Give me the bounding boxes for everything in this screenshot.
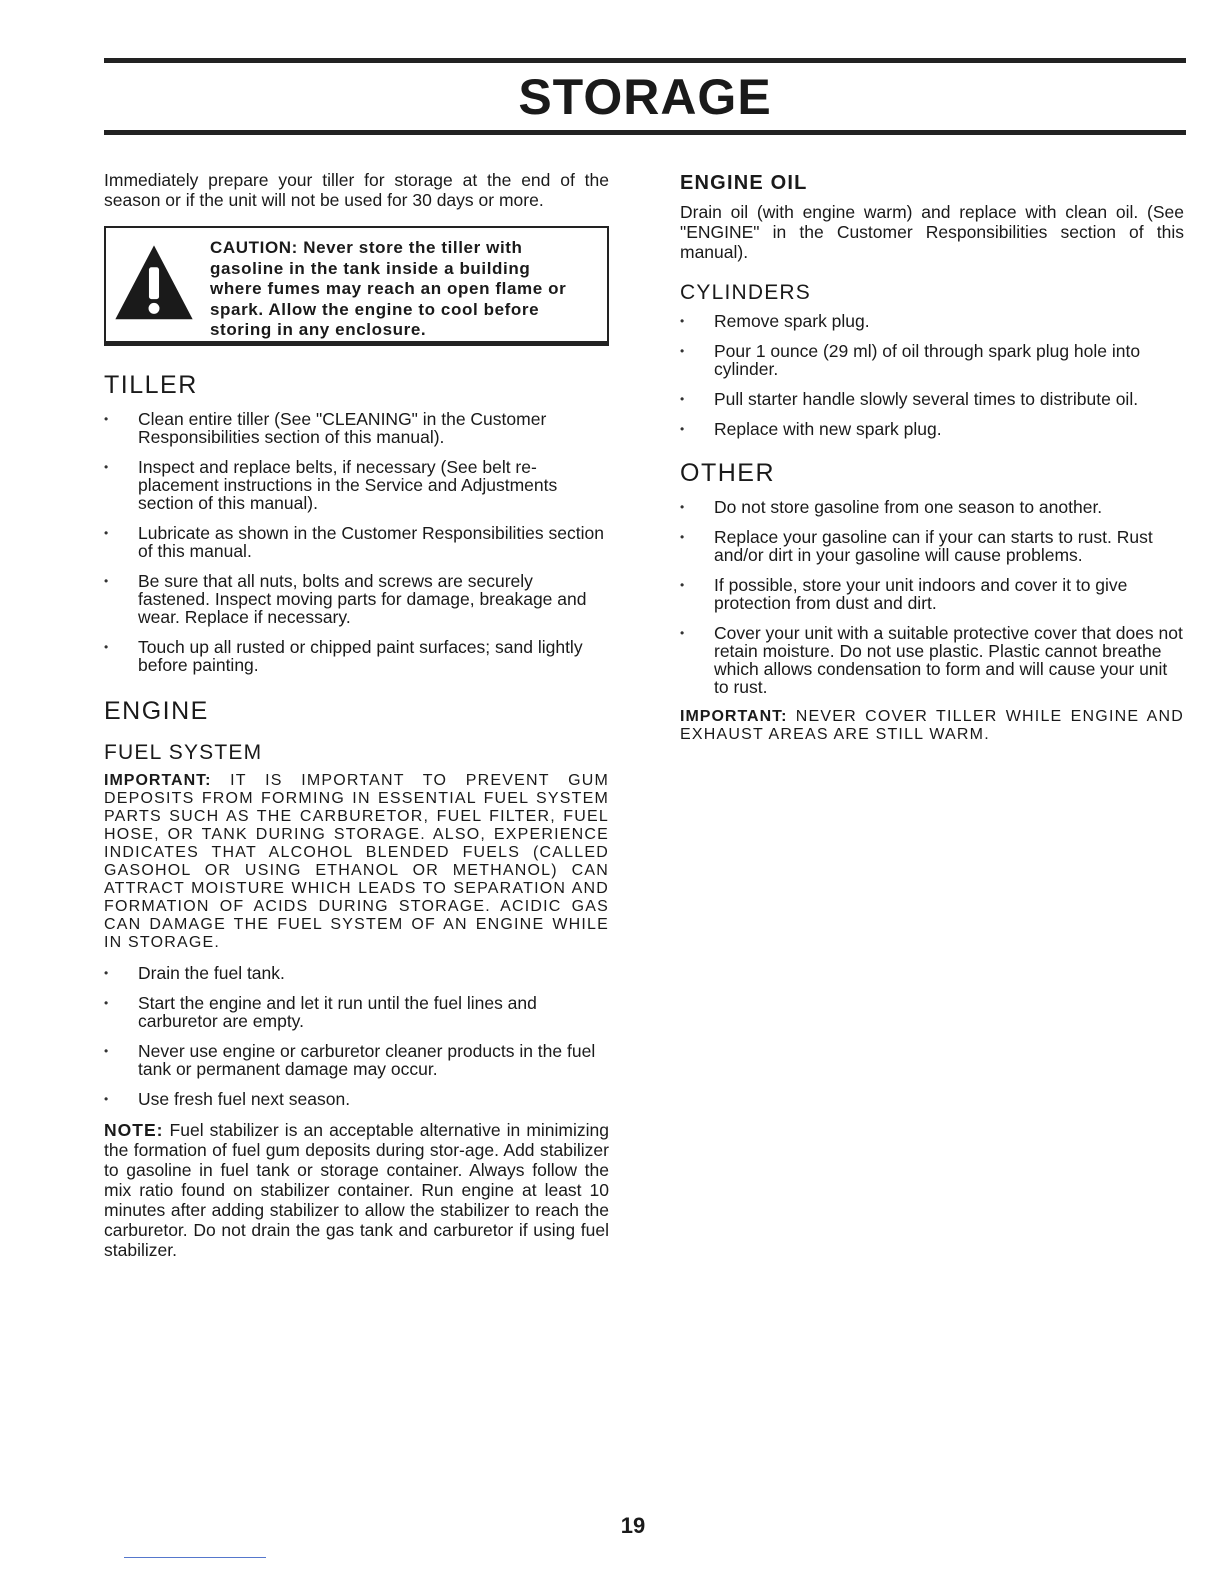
note-text: Fuel stabilizer is an acceptable alternative in minimizing the formation of fuel gum deposits during stor-age. Add stabilizer to gasoline in fuel tank or storage container. Always follow the mix ratio found on stabilizer container. Run engine at least 10 minutes after adding stabilizer to allow the stabilizer to reach the carburetor. Do not drain the gas tank and carburetor if using fuel stabilizer. — [104, 1120, 609, 1260]
tiller-list — [104, 410, 609, 674]
header-rule-top — [104, 58, 1186, 63]
page-title: STORAGE — [518, 69, 772, 125]
engine-oil-heading: ENGINE OIL — [680, 172, 808, 194]
engine-heading: ENGINE — [104, 697, 209, 725]
caution-text: CAUTION: Never store the tiller with gasoline in the tank inside a building where fumes may reach an open flame or spark. Allow the engine to cool before storing in any enclosure. — [210, 238, 567, 339]
tiller-heading: TILLER — [104, 371, 198, 399]
list-item: • Drain the fuel tank. — [104, 964, 609, 982]
other-heading: OTHER — [680, 459, 775, 487]
list-item: • Start the engine and let it run until the fuel lines and carburetor are empty. — [104, 994, 609, 1030]
other-list — [680, 498, 1184, 696]
fuel-important-paragraph — [104, 772, 609, 952]
list-item: • Clean entire tiller (See "CLEANING" in the Customer Responsibilities section of this manual). — [104, 410, 609, 446]
list-item: • Never use engine or carburetor cleaner products in the fuel tank or permanent damage may occur. — [104, 1042, 609, 1078]
list-item: • Pull starter handle slowly several times to distribute oil. — [680, 390, 1184, 408]
cylinders-heading: CYLINDERS — [680, 281, 811, 304]
list-item: • Cover your unit with a suitable protective cover that does not retain moisture. Do not use plastic. Plastic cannot breathe which allows condensation to form and will cause your unit to rust. — [680, 624, 1184, 696]
important-text: IT IS IMPORTANT TO PREVENT GUM DEPOSITS FROM FORMING IN ESSENTIAL FUEL SYSTEM PARTS SUCH AS THE CARBURETOR, FUEL FILTER, FUEL HOSE, OR TANK DURING STORAGE. ALSO, EXPERIENCE INDICATES THAT ALCOHOL BLENDED FUELS (CALLED GASOHOL OR USING ETHANOL OR METHANOL) CAN ATTRACT MOISTURE WHICH LEADS TO SEPARATION AND FORMATION OF ACIDS DURING STORAGE. ACIDIC GAS CAN DAMAGE THE FUEL SYSTEM OF AN ENGINE WHILE IN STORAGE. — [104, 772, 609, 951]
left-column — [104, 170, 609, 1260]
fuel-system-list — [104, 964, 609, 1108]
caution-box — [104, 226, 609, 346]
list-item: • Touch up all rusted or chipped paint surfaces; sand lightly before painting. — [104, 638, 609, 674]
important-label: IMPORTANT: — [680, 708, 788, 725]
note-label: NOTE: — [104, 1120, 164, 1140]
page-number: 19 — [620, 1513, 646, 1538]
warning-triangle-icon — [112, 242, 196, 326]
other-important-paragraph — [680, 708, 1184, 744]
list-item: • Pour 1 ounce (29 ml) of oil through spark plug hole into cylinder. — [680, 342, 1184, 378]
important-label: IMPORTANT: — [104, 772, 212, 789]
fuel-system-heading: FUEL SYSTEM — [104, 741, 263, 764]
footer-link-underline — [124, 1557, 266, 1558]
list-item: • Do not store gasoline from one season to another. — [680, 498, 1184, 516]
list-item: • If possible, store your unit indoors and cover it to give protection from dust and dirt. — [680, 576, 1184, 612]
list-item: • Inspect and replace belts, if necessary (See belt re-placement instructions in the Service and Adjustments section of this manual). — [104, 458, 609, 512]
list-item: • Replace your gasoline can if your can starts to rust. Rust and/or dirt in your gasoline will cause problems. — [680, 528, 1184, 564]
list-item: • Remove spark plug. — [680, 312, 1184, 330]
list-item: • Replace with new spark plug. — [680, 420, 1184, 438]
list-item: • Be sure that all nuts, bolts and screws are securely fastened. Inspect moving parts for damage, breakage and wear. Replace if necessary. — [104, 572, 609, 626]
engine-oil-paragraph: Drain oil (with engine warm) and replace with clean oil. (See "ENGINE" in the Customer Responsibilities section of this manual). — [680, 202, 1184, 262]
fuel-note-paragraph — [104, 1120, 609, 1260]
right-column — [680, 170, 1184, 756]
list-item: • Use fresh fuel next season. — [104, 1090, 609, 1108]
header-rule-bottom — [104, 130, 1186, 135]
cylinders-list — [680, 312, 1184, 438]
intro-paragraph: Immediately prepare your tiller for storage at the end of the season or if the unit will not be used for 30 days or more. — [104, 170, 609, 210]
important-text: NEVER COVER TILLER WHILE ENGINE AND EXHAUST AREAS ARE STILL WARM. — [680, 708, 1184, 743]
list-item: • Lubricate as shown in the Customer Responsibilities section of this manual. — [104, 524, 609, 560]
